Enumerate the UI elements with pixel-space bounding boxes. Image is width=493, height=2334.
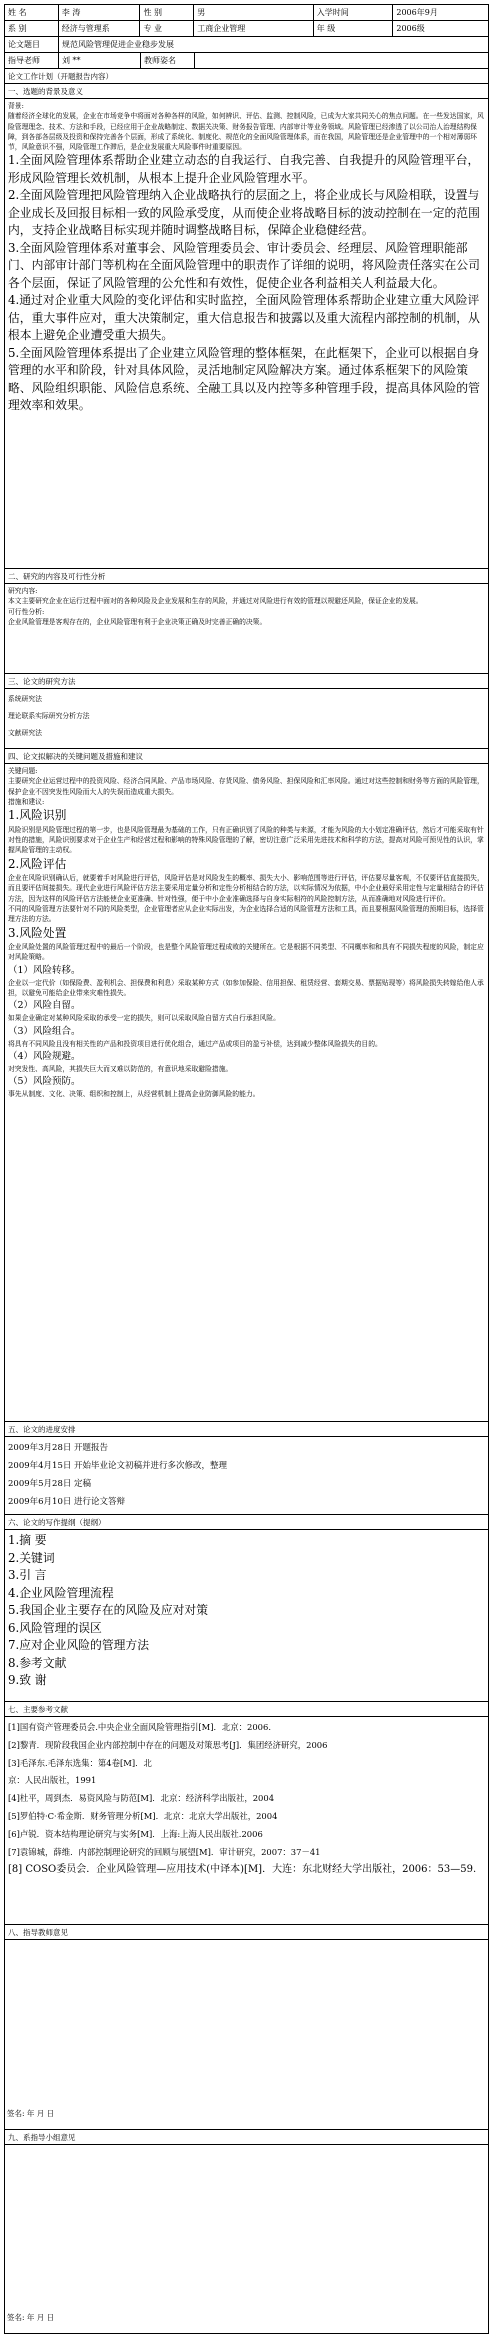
topic-value: 规范风险管理促进企业稳步发展 xyxy=(62,40,174,49)
s9-content xyxy=(5,2145,488,2333)
topic-label: 论文题目 xyxy=(5,37,59,52)
s4-h1: 1.风险识别 xyxy=(8,808,67,823)
gender-value: 男 xyxy=(194,5,313,20)
s5-heading: 五、论文的进度安排 xyxy=(8,1425,76,1434)
s4-h3: 3.风险处置 xyxy=(8,925,67,940)
advisor-title-label: 教师姿名 xyxy=(141,53,195,68)
s8-content xyxy=(5,1940,488,2129)
outline-item: 2.关键词 xyxy=(8,1550,55,1565)
s9-body xyxy=(5,2145,488,2333)
s3-method: 系统研究法 xyxy=(8,695,42,703)
s4-key-text: 主要研究企业运营过程中的投资风险、经济合同风险、产品市场风险、存货风险、债务风险、担保风险和汇率风险。通过对这些控制和财务等方面的风险管理，保护企业不因突发性风险而大人的失误而造成重大损失。 xyxy=(8,777,484,796)
s6-heading-row xyxy=(5,1515,488,1530)
s4-t2b: 不同的风险管理方法要针对不同的风险类型，企业管理者应从企业实际出发，为企业选择合适的风险管理方法和工具，而且要根据风险管理的预期目标，选择管理方法的方法。 xyxy=(8,904,484,924)
s9-signature-line: 签名: 年 月 日 xyxy=(7,2313,55,2322)
s4-sub5: （5）风险预防。 xyxy=(8,1076,81,1088)
dept-value: 经济与管理系 xyxy=(59,21,141,36)
outline-item: 8.参考文献 xyxy=(8,1655,67,1670)
s4-sub3: （3）风险组合。 xyxy=(8,1025,81,1037)
s3-heading-row xyxy=(5,674,488,689)
s6-body xyxy=(5,1530,488,1702)
s4-sub1: （1）风险转移。 xyxy=(8,964,81,976)
s1-bg-label: 背景: xyxy=(8,102,24,110)
s6-content xyxy=(5,1530,488,1701)
plan-title: 论文工作计划（开题报告内容） xyxy=(8,72,113,81)
s4-sub4-text: 对突发性、高风险，其损失巨大而又难以防范的，有意识地采取避险措施。 xyxy=(8,1064,233,1073)
s1-point-3: 3.全面风险管理体系对董事会、风险管理委员会、审计委员会、经理层、风险管理职能部门、内部审计部门等机构在全面风险管理中的职责作了详细的说明，将风险责任落实在公司各个层面，保证了风险管理的公允性和有效性，促使企业各利益相关人利益最大化。 xyxy=(8,240,480,290)
name-label: 姓 名 xyxy=(5,5,59,20)
s2-heading: 二、研究的内容及可行性分析 xyxy=(8,572,106,581)
advisor-value: 刘 ** xyxy=(59,53,141,68)
s6-heading: 六、论文的写作提纲（提纲） xyxy=(8,1518,106,1527)
schedule-item: 2009年6月10日 进行论文答辩 xyxy=(8,1497,126,1507)
s8-signature-line: 签名: 年 月 日 xyxy=(7,2109,55,2118)
s8-body xyxy=(5,1940,488,2130)
s4-sub2-text: 如果企业确定对某种风险采取的承受一定的损失，则可以采取风险自留方式自行承担风险。 xyxy=(8,1014,280,1023)
s3-method: 理论联系实际研究分析方法 xyxy=(8,712,90,720)
reference-item: [7]袁锦城，薛维．内部控制理论研究的回顾与展望[M]．审计研究，2007：37－41 xyxy=(8,1846,321,1857)
s2-content-label: 研究内容: xyxy=(8,587,38,595)
outline-item: 9.致 谢 xyxy=(8,1673,47,1687)
schedule-item: 2009年3月28日 开题报告 xyxy=(8,1443,109,1453)
s1-point-4: 4.通过对企业重大风险的变化评估和实时监控，全面风险管理体系帮助企业建立重大风险评估，重大事件应对，重大决策制定，重大信息报告和披露以及重大流程内部控制的机制，从根本上避免企业遭受重大损失。 xyxy=(8,293,480,343)
s4-key-label: 关键问题: xyxy=(8,767,38,775)
s1-bg-text: 随着经济全球化的发展，企业在市场竞争中将面对各种各样的风险，如何辨识、评估、监测、控制风险，已成为大家共同关心的焦点问题。在一些发达国家，风险管理理念、技术、方法和手段，已经应用于企业战略制定、数据关决策、财务报告管理、内部审计等业务领域。风险管理已经渗透了以公司治人治理结构保障，到各部各层级及投资和保持完善各个层面，形成了系统化、制度化、规范化的全面风险管理体系，而在我国，风险管理还是企业管理中的一个相对薄弱环节，风险意识不强，风险管理工作滞后，是企业发展重大风险事件时重要原因。 xyxy=(8,112,484,152)
reference-item: 京：人民出版社，1991 xyxy=(8,1775,97,1786)
gender-label: 性 别 xyxy=(140,5,194,20)
reference-item: [8] COSO委员会．企业风险管理—应用技术(中译本)[M]．大连：东北财经大学出版社，2006：53—59. xyxy=(8,1864,477,1876)
s3-body xyxy=(5,689,488,749)
s4-sub5-text: 事先从制度、文化、决策、组织和控制上，从经营机制上提高企业防御风险的能力。 xyxy=(8,1090,260,1099)
major-label: 专 业 xyxy=(140,21,194,36)
s7-heading: 七、主要参考文献 xyxy=(8,1705,68,1714)
s4-h2: 2.风险评估 xyxy=(8,856,67,871)
s1-point-2: 2.全面风险管理把风险管理纳入企业战略执行的层面之上，将企业成长与风险相联，设置与企业成长及回报目标相一致的风险承受度，从而使企业将战略目标的波动控制在一定的范围内，支持企业战略目标实现并随时调整战略目标，保障企业稳健经营。 xyxy=(8,188,480,238)
s4-t3: 企业风险处置的风险管理过程中的最后一个阶段，也是整个风险管理过程成败的关键所在。它是根据不同类型、不同概率和和具有不同损失程度的风险，制定应对风险策略。 xyxy=(8,943,484,962)
header-row-3 xyxy=(5,37,488,53)
s4-body xyxy=(5,764,488,1422)
schedule-item: 2009年5月28日 定稿 xyxy=(8,1479,92,1489)
reference-item: [3]毛泽东.毛泽东选集：第4卷[M]．北 xyxy=(8,1757,152,1768)
s2-body xyxy=(5,584,488,674)
s4-sub4: （4）风险规避。 xyxy=(8,1050,81,1062)
outline-item: 1.摘 要 xyxy=(8,1533,47,1547)
s4-t2: 企业在风险识别确认后，就要着手对风险进行评估，风险评估是对风险发生的概率、损失大小、影响范围等进行评估，评估要尽量客观，不仅要评估直接损失，而且要评估间接损失。现代企业进行风险评估方法主要采用定量分析和定性分析相结合的方法，以实际情况为依据，中小企业最好采用定性与定量相结合的评估方法，因为这样的风险评估方法能使企业更准确、针对性强，便于中小企业准确选择与自身实际相符的风险控制方法，从而准确地对风险进行评价。 xyxy=(8,874,484,903)
plan-title-row xyxy=(5,69,488,84)
reference-item: [5]罗伯特·C·希金斯．财务管理分析[M]．北京：北京大学出版社，2004 xyxy=(8,1810,278,1821)
s2-feasibility-label: 可行性分析: xyxy=(8,607,45,616)
s1-content xyxy=(5,99,488,568)
name-value: 李 涛 xyxy=(59,5,141,20)
header-row-4 xyxy=(5,53,488,69)
s4-heading: 四、论文拟解决的关键问题及措施和建议 xyxy=(8,752,143,761)
s5-body xyxy=(5,1437,488,1515)
schedule-item: 2009年4月15日 开始毕业论文初稿并进行多次修改，整理 xyxy=(8,1461,228,1471)
reference-item: [6]卢锐．资本结构理论研究与实务[M]．上海:上海人民出版社.2006 xyxy=(8,1828,263,1839)
s4-sub3-text: 将具有不同风险且没有相关性的产品和投资项目进行优化组合，通过产品或项目的盈亏补偿，达到减少整体风险损失的目的。 xyxy=(8,1039,382,1048)
header-row-2 xyxy=(5,21,488,37)
s2-content xyxy=(5,584,488,673)
s5-heading-row xyxy=(5,1422,488,1437)
outline-item: 7.应对企业风险的管理方法 xyxy=(8,1638,150,1652)
s8-heading: 八、指导教师意见 xyxy=(8,1928,68,1937)
s9-heading: 九、系指导小组意见 xyxy=(8,2133,76,2142)
enroll-value: 2006年9月 xyxy=(396,8,438,17)
s3-heading: 三、论文的研究方法 xyxy=(8,677,76,686)
dept-label: 系 别 xyxy=(5,21,59,36)
s4-heading-row xyxy=(5,749,488,764)
s2-content-text: 本文主要研究企业在运行过程中面对的各种风险及企业发展和生存的风险，并通过对风险进行有效的管理以规避还风险，保证企业的发展。 xyxy=(8,597,423,606)
thesis-proposal-form xyxy=(4,4,489,2334)
s7-content xyxy=(5,1717,488,1924)
outline-item: 3.引 言 xyxy=(8,1568,47,1582)
enroll-label: 入学时间 xyxy=(314,5,394,20)
s1-point-1: 1.全面风险管理体系帮助企业建立动态的自我运行、自我完善、自我提升的风险管理平台，形成风险管理长效机制，从根本上提升企业风险管理水平。 xyxy=(8,153,480,185)
s1-heading-row xyxy=(5,84,488,99)
s5-content xyxy=(5,1437,488,1514)
header-row-1 xyxy=(5,5,488,21)
reference-item: [2]黎青．现阶段我国企业内部控制中存在的问题及对策思考[J]．集团经济研究，2006 xyxy=(8,1739,328,1750)
s4-sub1-text: 企业以一定代价（如保险费、盈利机会、担保费和利息）采取某种方式（如参加保险、信用担保、租赁经营、套期交易、票据贴现等）将风险损失转嫁给他人承担，以避免可能给企业带来灾难性损失。 xyxy=(8,978,484,997)
reference-item: [1]国有资产管理委员会.中央企业全面风险管理指引[M]．北京：2006. xyxy=(8,1722,271,1732)
outline-item: 5.我国企业主要存在的风险及应对对策 xyxy=(8,1603,209,1617)
s3-content xyxy=(5,689,488,748)
outline-item: 4.企业风险管理流程 xyxy=(8,1585,114,1600)
s8-heading-row xyxy=(5,1925,488,1940)
s1-body xyxy=(5,99,488,569)
outline-item: 6.风险管理的误区 xyxy=(8,1620,102,1635)
s1-heading: 一、选题的背景及意义 xyxy=(8,87,83,96)
s4-t1: 风险识别是风险管理过程的第一步，也是风险管理最为基础的工作，只有正确识别了风险的种类与来源，才能为风险的大小划定准确评估，然后才可能采取有针对性的措施，风险识别要求对于企业生产和经营过程和影响的特殊风险管理的了解，密切注意广泛采用先进技术和科学的方法，提高对风险可预见性的认识，掌握风险管理的主动权。 xyxy=(8,825,484,855)
major-value: 工商企业管理 xyxy=(194,21,313,36)
reference-item: [4]杜平，周到杰．易资风险与防范[M]．北京：经济科学出版社，2004 xyxy=(8,1793,275,1804)
s7-heading-row xyxy=(5,1702,488,1717)
s1-point-5: 5.全面风险管理体系提出了企业建立风险管理的整体框架，在此框架下，企业可以根据自身管理的水平和阶段，针对具体风险，灵活地制定风险解决方案。通过体系框架下的风险策略、风险组织职能、风险信息系统、全融工具以及内控等多种管理手段，提高具体风险的管理效率和效果。 xyxy=(8,345,480,413)
s4-content xyxy=(5,764,488,1421)
s2-feasibility-text: 企业风险管理是客观存在的，企业风险管理有利于企业决策正确及时完善正确的决策。 xyxy=(8,617,267,626)
advisor-label: 指导老师 xyxy=(5,53,59,68)
s4-measure-label: 措施和建议: xyxy=(8,797,45,806)
s7-body xyxy=(5,1717,488,1925)
s9-heading-row xyxy=(5,2130,488,2145)
s3-method: 文献研究法 xyxy=(8,729,42,737)
s4-sub2: （2）风险自留。 xyxy=(8,1000,81,1012)
advisor-title-value xyxy=(195,53,488,68)
grade-value: 2006级 xyxy=(396,24,425,33)
grade-label: 年 级 xyxy=(314,21,394,36)
s2-heading-row xyxy=(5,569,488,584)
